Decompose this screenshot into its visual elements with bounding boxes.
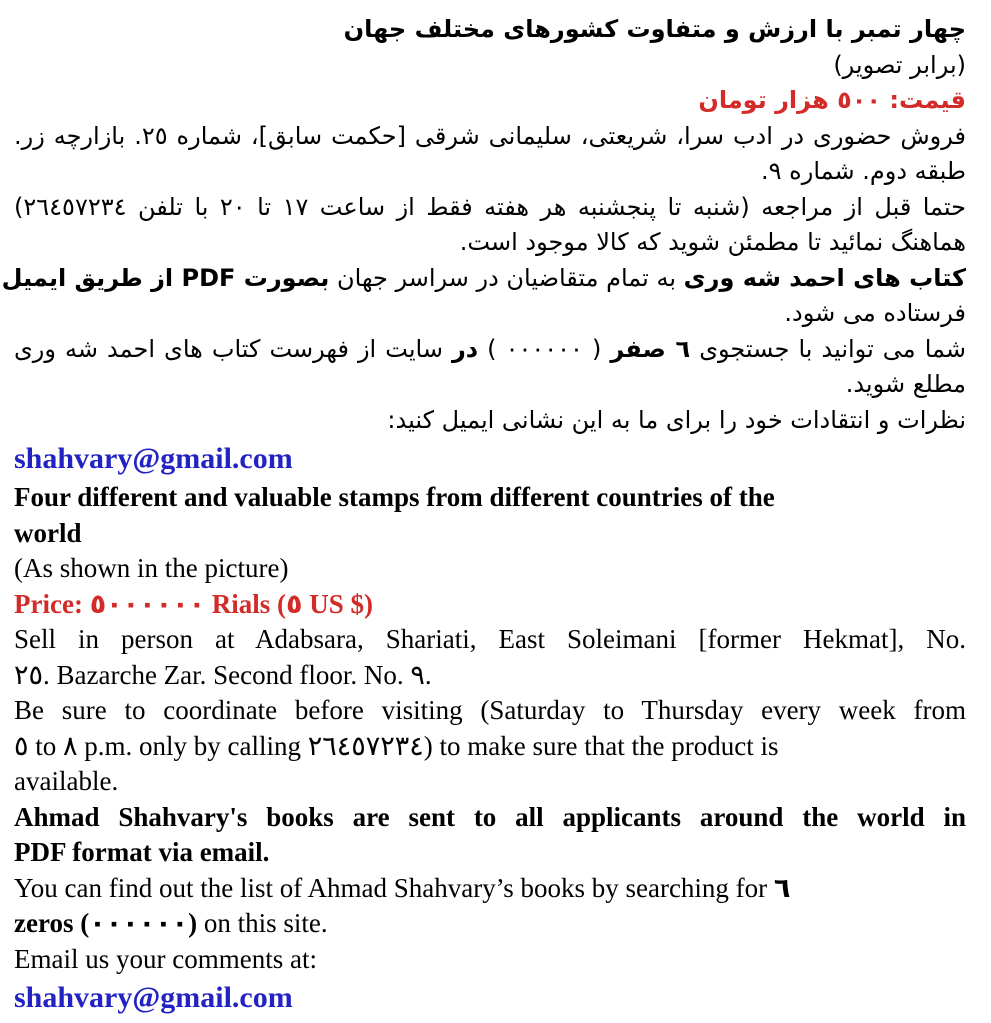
text-segment: سایت از فهرست کتاب های احمد شه وری [14,334,452,363]
fa-books-pdf-1 [1,261,966,297]
en-search-zeros-1 [14,871,966,907]
text-segment: به تمام متقاضیان در سراسر جهان [329,263,684,292]
fa-address-2: طبقه دوم. شماره ٩. [761,157,966,185]
en-visit-note-3: available. [14,766,119,796]
en-price: Price: ٥٠٠٠٠٠٠ Rials (٥ US $) [14,588,374,619]
fa-title: چهار تمبر با ارزش و متفاوت کشورهای مختلف جهان [343,15,966,43]
email-link-bottom[interactable]: shahvary@gmail.com [14,981,293,1014]
en-title-1: Four different and valuable stamps from different countries of the [14,482,775,512]
fa-comments-note: نظرات و انتقادات خود را برای ما به این نشانی ایمیل کنید: [387,405,966,434]
en-address-1: Sell in person at Adabsara, Shariati, East Soleimani [former Hekmat], No. [14,624,966,654]
fa-address-1: فروش حضوری در ادب سرا، شریعتی، سلیمانی شرقی [حکمت سابق]، شماره ٢٥. بازارچه زر. [14,121,966,150]
en-visit-note-2: ٥ to ٨ p.m. only by calling ٢٦٤٥٧٢٣٤) to make sure that the product is [14,730,779,761]
fa-search-zeros-2: مطلع شوید. [845,370,966,398]
text-segment: ٦ [773,872,791,903]
en-books-pdf-1: Ahmad Shahvary's books are sent to all applicants around the world in [14,801,966,832]
en-title-2: world [14,517,82,548]
fa-search-zeros-1 [14,332,966,368]
text-segment: on this site. [197,908,328,938]
text-segment: ٦ صفر [610,334,691,363]
text-segment: کتاب های احمد شه وری [683,263,966,292]
text-segment: zeros (٠٠٠٠٠٠) [14,908,198,938]
text-segment: You can find out the list of Ahmad Shahvary’s books by searching for [14,872,774,903]
en-as-picture: (As shown in the picture) [14,553,289,583]
en-books-pdf-2: PDF format via email. [14,837,270,867]
fa-as-picture: (برابر تصویر) [833,50,966,79]
text-segment: ( ٠٠٠٠٠٠ ) [478,334,611,363]
en-visit-note-1: Be sure to coordinate before visiting (Saturday to Thursday every week from [14,695,966,725]
fa-visit-note-1: حتما قبل از مراجعه (شنبه تا پنجشنبه هر هفته فقط از ساعت ١٧ تا ٢٠ با تلفن ٢٦٤٥٧٢٣٤) [14,192,967,221]
text-segment: در [451,334,479,363]
en-comments-note: Email us your comments at: [14,943,317,974]
text-segment: بصورت PDF از طریق ایمیل [1,263,330,292]
fa-price: قیمت: ٥٠٠ هزار تومان [698,86,966,114]
text-segment: شما می توانید با جستجوی [690,334,967,363]
fa-books-pdf-2: فرستاده می شود. [784,299,966,327]
en-address-2: ٢٥. Bazarche Zar. Second floor. No. ٩. [14,659,432,690]
en-search-zeros-2 [14,906,966,942]
fa-visit-note-2: هماهنگ نمائید تا مطمئن شوید که کالا موجود است. [459,228,966,256]
email-link-top[interactable]: shahvary@gmail.com [14,442,293,475]
